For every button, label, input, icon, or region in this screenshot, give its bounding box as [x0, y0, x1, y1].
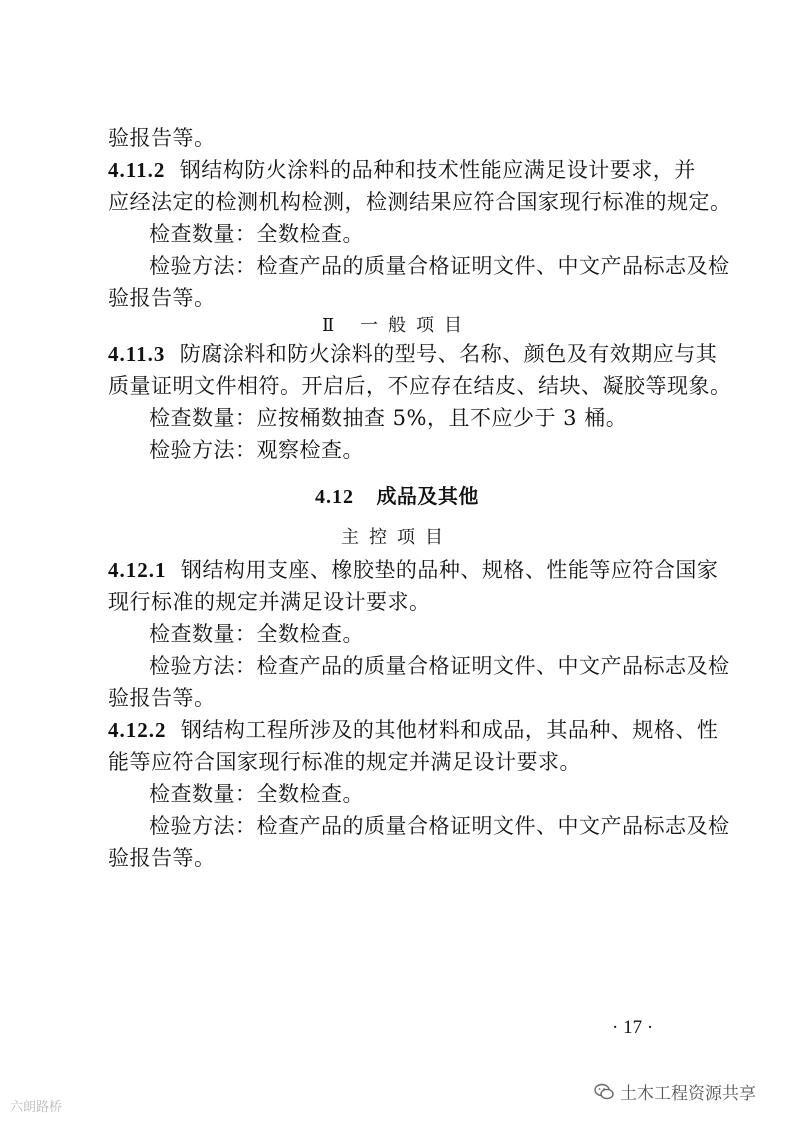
- text-line: 检验方法：观察检查。: [149, 438, 364, 462]
- clause-number: 4.11.2: [108, 158, 166, 182]
- text-line: 现行标准的规定并满足设计要求。: [108, 590, 431, 614]
- watermark-right: [594, 1079, 756, 1104]
- clause-text: 钢结构防火涂料的品种和技术性能应满足设计要求，并: [179, 158, 696, 182]
- clause-number: 4.11.3: [108, 342, 166, 366]
- clause-4-12-1: [108, 556, 718, 584]
- wechat-icon: [594, 1082, 614, 1102]
- clause-number: 4.12.1: [108, 558, 167, 582]
- clause-text: 钢结构工程所涉及的其他材料和成品，其品种、规格、性: [180, 718, 719, 742]
- text-line: 能等应符合国家现行标准的规定并满足设计要求。: [108, 750, 581, 774]
- text-line: 验报告等。: [108, 286, 216, 310]
- text-line: 检查数量：全数检查。: [149, 622, 364, 646]
- clause-text: 钢结构用支座、橡胶垫的品种、规格、性能等应符合国家: [180, 558, 719, 582]
- subsection-heading: Ⅱ 一般项目: [322, 315, 472, 336]
- text-line: 检验方法：检查产品的质量合格证明文件、中文产品标志及检: [149, 254, 730, 278]
- text-line: 检查数量：全数检查。: [149, 782, 364, 806]
- subsection-heading: 主控项目: [341, 527, 453, 548]
- watermark-text: 六朗路桥: [10, 1100, 63, 1115]
- clause-number: 4.12.2: [108, 718, 167, 742]
- page-number: · 17 ·: [612, 1017, 654, 1038]
- clause-text: 防腐涂料和防火涂料的型号、名称、颜色及有效期应与其: [179, 342, 718, 366]
- text-line: 检查数量：全数检查。: [149, 222, 364, 246]
- section-heading: [0, 482, 794, 511]
- text-line: 质量证明文件相符。开启后，不应存在结皮、结块、凝胶等现象。: [108, 374, 732, 398]
- text-line: 检验方法：检查产品的质量合格证明文件、中文产品标志及检: [149, 814, 730, 838]
- watermark-text: 土木工程资源共享: [620, 1084, 756, 1104]
- section-number: 4.12: [315, 486, 355, 508]
- watermark-left: [10, 1096, 62, 1115]
- text-line: 检验方法：检查产品的质量合格证明文件、中文产品标志及检: [149, 654, 730, 678]
- section-title: 成品及其他: [376, 484, 479, 508]
- text-line: 应经法定的检测机构检测，检测结果应符合国家现行标准的规定。: [108, 190, 732, 214]
- text-line: 验报告等。: [108, 846, 216, 870]
- clause-4-11-2: [108, 156, 696, 184]
- text-line: 验报告等。: [108, 126, 216, 150]
- text-line: 验报告等。: [108, 686, 216, 710]
- clause-4-11-3: [108, 340, 717, 368]
- clause-4-12-2: [108, 716, 718, 744]
- text-line: 检查数量：应按桶数抽查 5%，且不应少于 3 桶。: [149, 406, 628, 430]
